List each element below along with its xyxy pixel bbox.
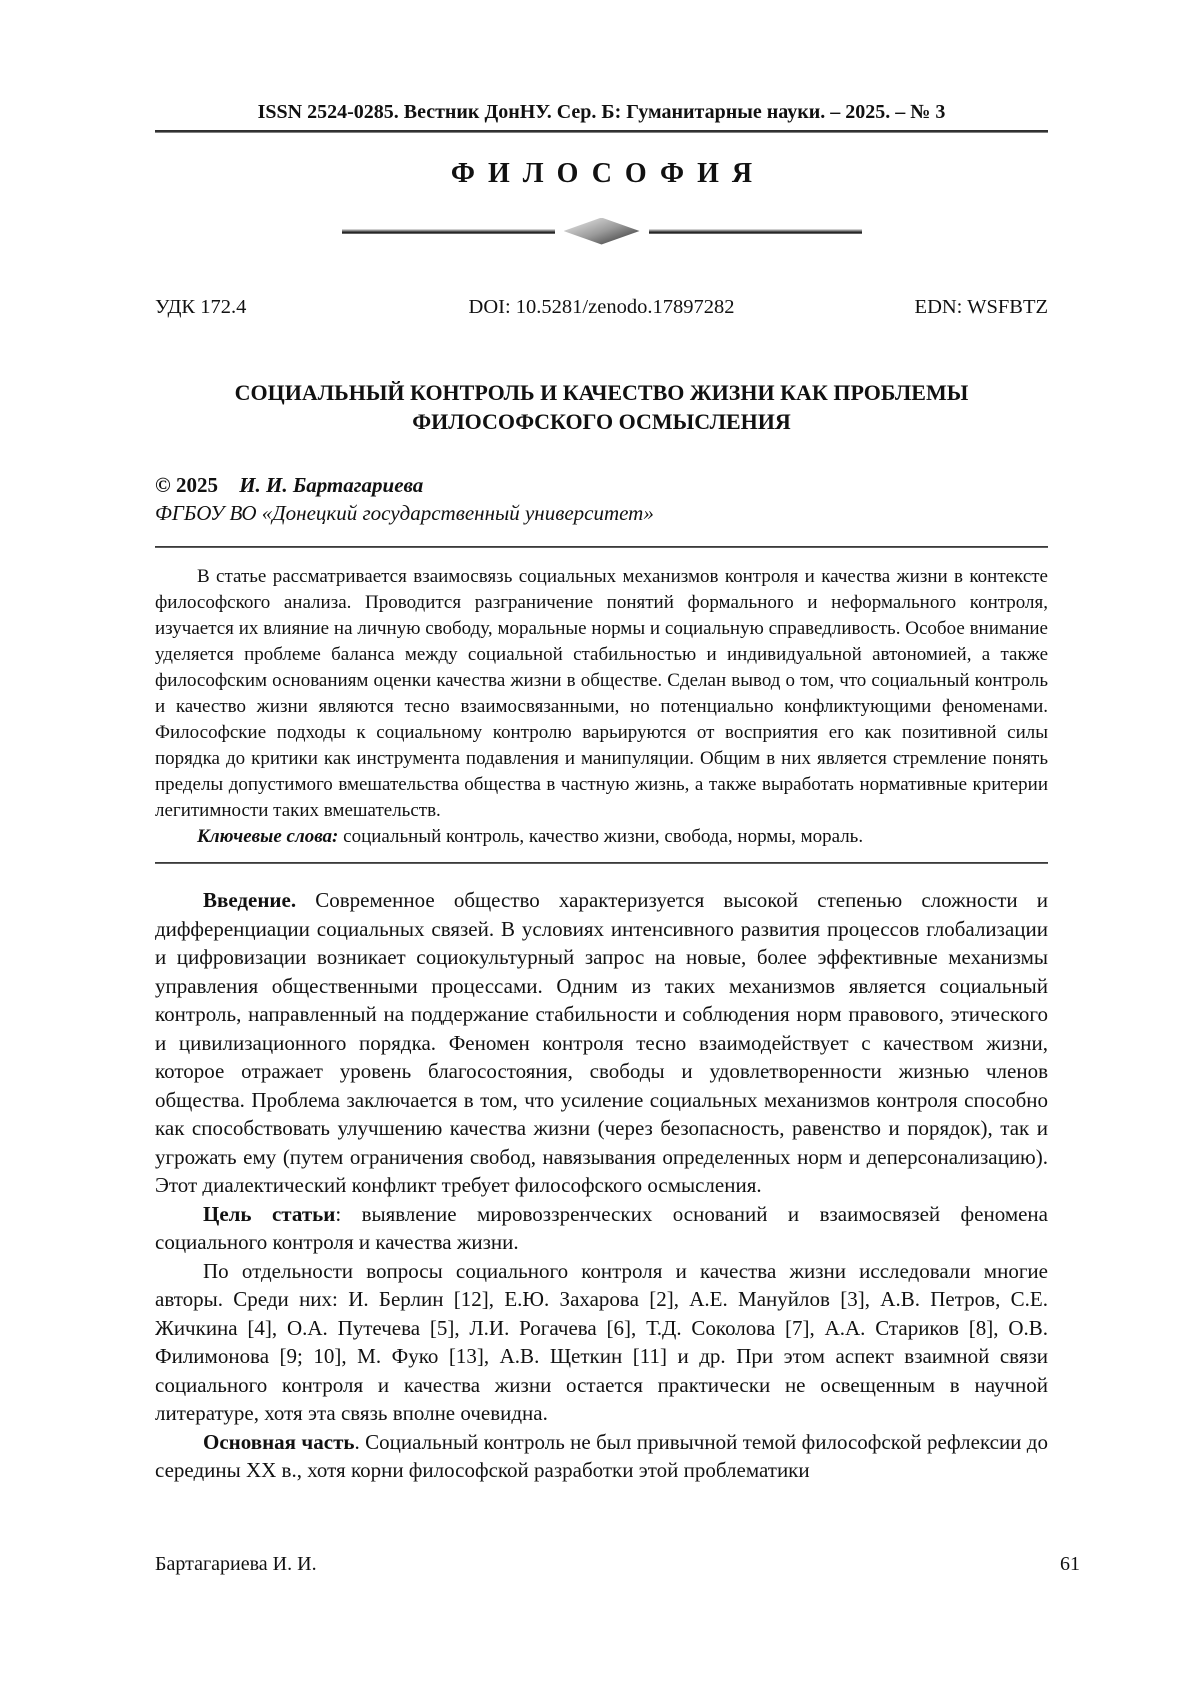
article-meta-row bbox=[155, 295, 1048, 320]
article-body bbox=[155, 886, 1048, 1485]
paragraph-text: По отдельности вопросы социального контроля и качества жизни исследовали многие авторы. Среди них: И. Берлин [12], Е.Ю. Захарова [2], А.Е. Мануйлов [3], А.В. Петров, С.Е. Жичкина [4], О.А. Путечева [5], Л.И. Рогачева [6], Т.Д. Соколова [7], А.А. Стариков [8], О.В. Филимонова [9; 10], М. Фуко [13], А.В. Щеткин [11] и др. При этом аспект взаимной связи социального контроля и качества жизни остается практически не освещенным в научной литературе, хотя эта связь вполне очевидна. bbox=[155, 1258, 1048, 1425]
paragraph-lead: Цель статьи bbox=[203, 1201, 336, 1226]
section-ornament bbox=[155, 217, 1048, 245]
author-affiliation: ФГБОУ ВО «Донецкий государственный университет» bbox=[155, 501, 654, 525]
udk-code: УДК 172.4 bbox=[155, 296, 247, 318]
paragraph-text: . Социальный контроль не был привычной темой философской рефлексии до середины ХХ в., хотя корни философской разработки этой проблематики bbox=[155, 1429, 1048, 1482]
keywords-line bbox=[155, 824, 1048, 850]
edn-label: EDN: WSFBTZ bbox=[914, 296, 1048, 318]
header-rule bbox=[155, 130, 1048, 133]
page-footer bbox=[155, 1552, 1080, 1577]
paragraph-text: : выявление мировоззренческих оснований и взаимосвязей феномена социального контроля и качества жизни. bbox=[155, 1201, 1048, 1254]
footer-author: Бартагариева И. И. bbox=[155, 1553, 317, 1575]
keywords-list: социальный контроль, качество жизни, свобода, нормы, мораль. bbox=[338, 826, 864, 847]
copyright-line bbox=[155, 472, 1048, 498]
copyright-year: © 2025 bbox=[155, 473, 218, 497]
paragraph-goal bbox=[155, 1200, 1048, 1257]
section-title: ФИЛОСОФИЯ bbox=[450, 158, 766, 189]
abstract-bottom-rule bbox=[155, 862, 1048, 864]
page-number: 61 bbox=[1060, 1553, 1080, 1575]
ornament-diamond-icon bbox=[564, 218, 640, 245]
paragraph-literature bbox=[155, 1257, 1048, 1428]
paragraph-text: Современное общество характеризуется высокой степенью сложности и дифференциации социальных связей. В условиях интенсивного развития процессов глобализации и цифровизации возникает социокультурный запрос на новые, более эффективные механизмы управления общественными процессами. Одним из таких механизмов является социальный контроль, направленный на поддержание стабильности и соблюдения норм правового, этического и цивилизационного порядка. Феномен контроля тесно взаимодействует с качеством жизни, которое отражает уровень благосостояния, свободы и удовлетворенности жизнью членов общества. Проблема заключается в том, что усиление социальных механизмов контроля способно как способствовать улучшению качества жизни (через безопасность, равенство и порядок), так и угрожать ему (путем ограничения свобод, навязывания определенных норм и деперсонализацию). Этот диалектический конфликт требует философского осмысления. bbox=[155, 888, 1048, 1197]
ornament-bar-left bbox=[342, 229, 555, 234]
article-title: СОЦИАЛЬНЫЙ КОНТРОЛЬ И КАЧЕСТВО ЖИЗНИ КАК ПРОБЛЕМЫ ФИЛОСОФСКОГО ОСМЫСЛЕНИЯ bbox=[234, 380, 969, 434]
running-head: ISSN 2524-0285. Вестник ДонНУ. Сер. Б: Гуманитарные науки. – 2025. – № 3 bbox=[257, 101, 946, 123]
ornament-bar-right bbox=[649, 229, 862, 234]
author-name: И. И. Бартагариева bbox=[239, 473, 424, 497]
abstract-text: В статье рассматривается взаимосвязь социальных механизмов контроля и качества жизни в контексте философского анализа. Проводится разграничение понятий формального и неформального контроля, изучается их влияние на личную свободу, моральные нормы и социальную справедливость. Особое внимание уделяется проблеме баланса между социальной стабильностью и индивидуальной автономией, а также философским основаниям оценки качества жизни в обществе. Сделан вывод о том, что социальный контроль и качество жизни являются тесно взаимосвязанными, но потенциально конфликтующими феноменами. Философские подходы к социальному контролю варьируются от восприятия его как позитивной силы порядка до критики как инструмента подавления и манипуляции. Общим в них является стремление понять пределы допустимого вмешательства общества в частную жизнь, а также выработать нормативные критерии легитимности таких вмешательств. bbox=[155, 566, 1048, 821]
doi-label: DOI: 10.5281/zenodo.17897282 bbox=[468, 296, 735, 318]
paragraph-lead: Введение. bbox=[203, 888, 297, 912]
paragraph-lead: Основная часть bbox=[203, 1429, 355, 1454]
abstract-top-rule bbox=[155, 546, 1048, 548]
paragraph-main-part bbox=[155, 1428, 1048, 1485]
keywords-label: Ключевые слова: bbox=[197, 826, 339, 847]
paragraph-introduction bbox=[155, 886, 1048, 1200]
